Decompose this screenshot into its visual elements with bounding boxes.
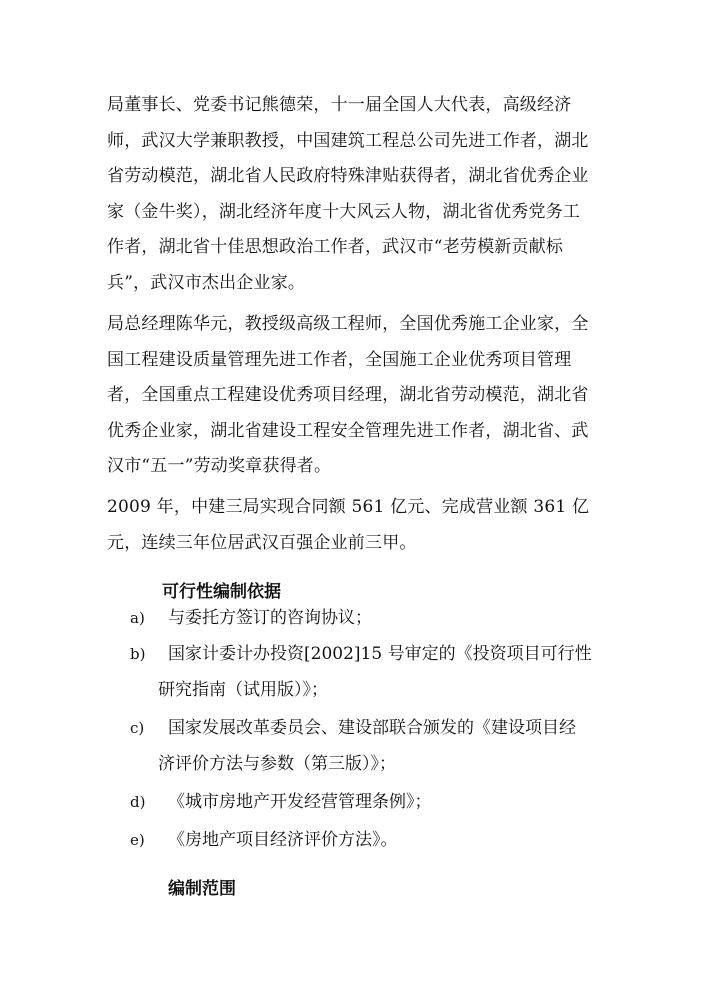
list-marker: d) — [130, 793, 146, 811]
list-marker: c) — [130, 719, 145, 737]
list-item — [130, 636, 610, 708]
list-item-text: 《房地产项目经济评价方法》。 — [168, 830, 398, 850]
list-marker: b) — [130, 645, 146, 663]
list-item — [130, 822, 610, 858]
list-item — [130, 600, 610, 636]
list-item-text: 国家计委计办投资[2002]15 号审定的《投资项目可行性 — [168, 644, 592, 664]
list-item-text: 与委托方签订的咨询协议； — [168, 608, 372, 628]
list-marker: e) — [130, 831, 145, 849]
list-item-text: 国家发展改革委员会、建设部联合颁发的《建设项目经 — [168, 718, 576, 738]
paragraph-chairman: 局董事长、党委书记熊德荣，十一届全国人大代表，高级经济师，武汉大学兼职教授，中国建筑工程总公司先进工作者，湖北省劳动模范，湖北省人民政府特殊津贴获得者，湖北省优秀企业家（金牛奖），湖北经济年度十大风云人物，湖北省优秀党务工作者，湖北省十佳思想政治工作者，武汉市“老劳模新贡献标兵”，武汉市杰出企业家。 — [107, 95, 589, 293]
section-heading-scope: 编制范围 — [168, 879, 236, 899]
paragraph-performance-2009: 2009 年，中建三局实现合同额 561 亿元、完成营业额 361 亿元，连续三年位居武汉百强企业前三甲。 — [107, 497, 590, 553]
list-item-text: 《城市房地产开发经营管理条例》； — [168, 792, 432, 812]
list-item — [130, 710, 610, 782]
list-item — [130, 784, 610, 820]
paragraph-general-manager: 局总经理陈华元，教授级高级工程师，全国优秀施工企业家，全国工程建设质量管理先进工作者，全国施工企业优秀项目管理者，全国重点工程建设优秀项目经理，湖北省劳动模范，湖北省优秀企业家，湖北省建设工程安全管理先进工作者，湖北省、武汉市“五一”劳动奖章获得者。 — [107, 314, 589, 476]
section-heading-feasibility-basis: 可行性编制依据 — [162, 582, 281, 602]
list-item-text-continuation: 济评价方法与参数（第三版）》； — [158, 754, 396, 774]
list-marker: a) — [130, 609, 145, 627]
list-item-text-continuation: 研究指南（试用版）》； — [158, 680, 328, 700]
